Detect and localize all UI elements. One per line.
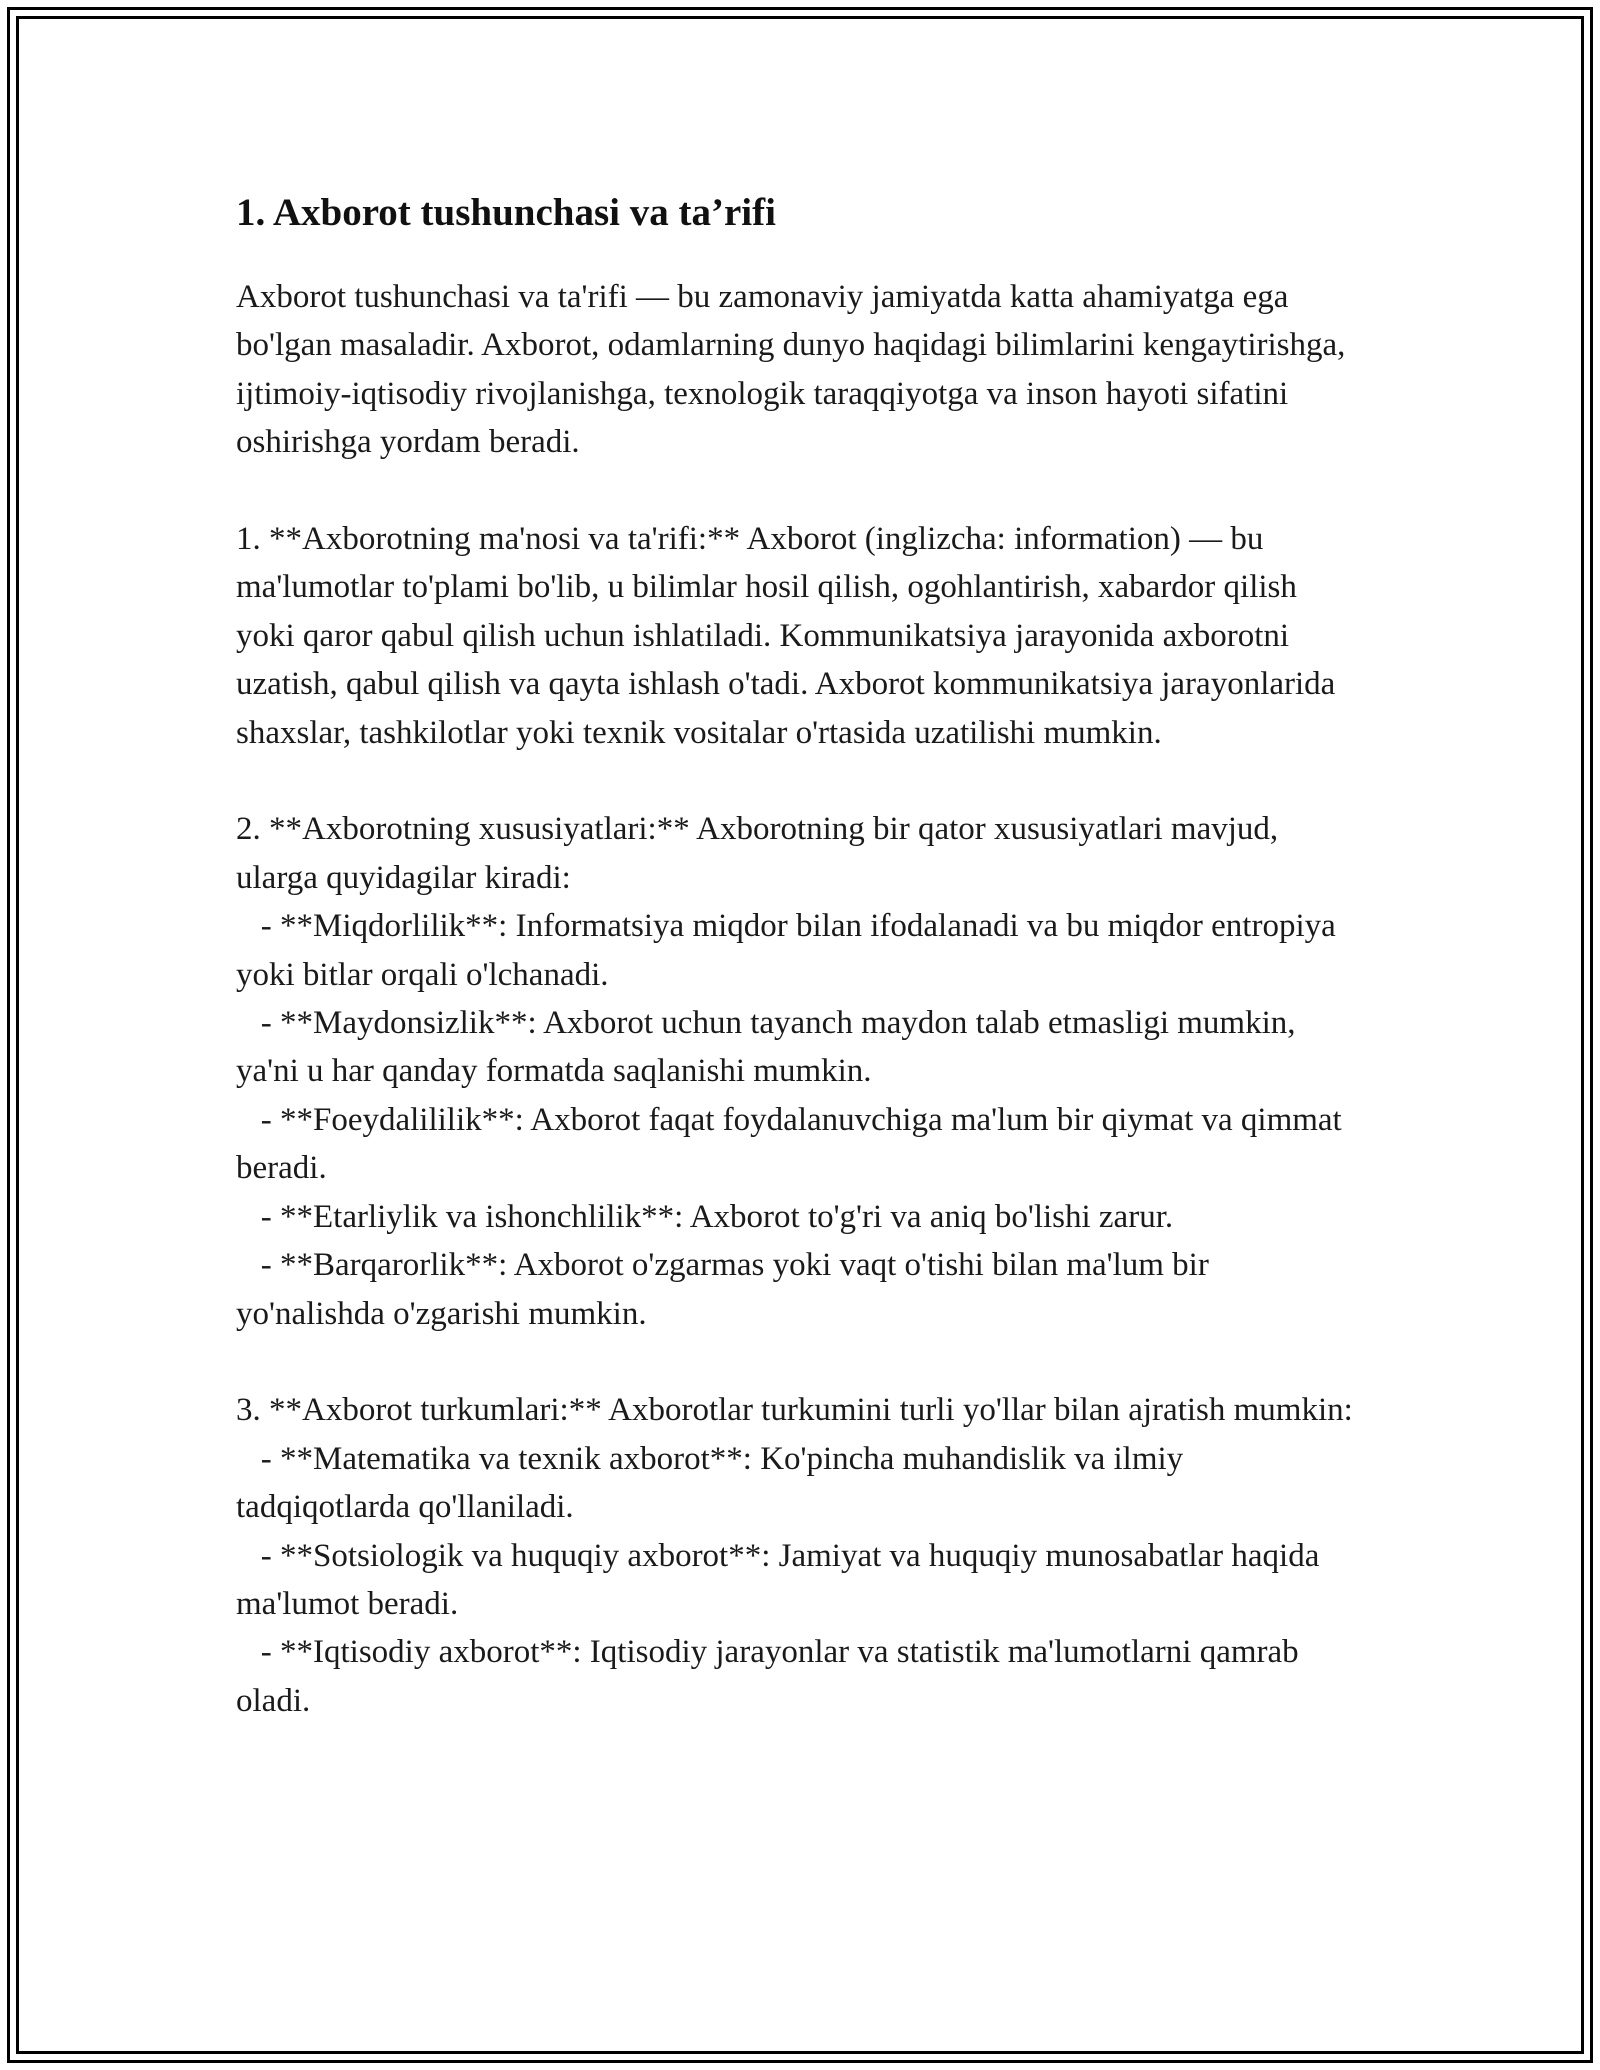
section-2 — [236, 805, 1360, 1337]
list-item-text: - **Foeydalililik**: Axborot faqat foydalanuvchiga ma'lum bir qiymat va qimmat beradi. — [236, 1101, 1342, 1187]
document-body — [236, 185, 1360, 1725]
list-item — [236, 1532, 1360, 1629]
document-title: 1. Axborot tushunchasi va ta’rifi — [236, 191, 776, 234]
section-1 — [236, 515, 1360, 757]
list-item — [236, 1628, 1360, 1725]
list-item — [236, 1096, 1360, 1193]
section-1-lead: 1. **Axborotning ma'nosi va ta'rifi:** Axborot (inglizcha: information) — bu ma'lumotlar to'plami bo'lib, u bilimlar hosil qilish, ogohlantirish, xabardor qilish yoki qaror qabul qilish uchun ishlatiladi. Kommunikatsiya jarayonida axborotni uzatish, qabul qilish va qayta ishlash o'tadi. Axborot kommunikatsiya jarayonlarida shaxslar, tashkilotlar yoki texnik vositalar o'rtasida uzatilishi mumkin. — [236, 521, 1336, 751]
list-item — [236, 902, 1360, 999]
list-item-text: - **Iqtisodiy axborot**: Iqtisodiy jarayonlar va statistik ma'lumotlarni qamrab oladi. — [236, 1634, 1299, 1719]
list-item-text: - **Barqarorlik**: Axborot o'zgarmas yoki vaqt o'tishi bilan ma'lum bir yo'nalishda o'zgarishi mumkin. — [236, 1247, 1209, 1332]
list-item-text: - **Sotsiologik va huquqiy axborot**: Jamiyat va huquqiy munosabatlar haqida ma'lumot beradi. — [236, 1537, 1320, 1622]
list-item-text: - **Miqdorlilik**: Informatsiya miqdor bilan ifodalanadi va bu miqdor entropiya yoki bitlar orqali o'lchanadi. — [236, 908, 1336, 993]
section-3 — [236, 1386, 1360, 1725]
list-item — [236, 1435, 1360, 1532]
list-item — [236, 1193, 1360, 1241]
section-2-lead: 2. **Axborotning xususiyatlari:** Axborotning bir qator xususiyatlari mavjud, ularga quyidagilar kiradi: — [236, 811, 1279, 896]
list-item — [236, 999, 1360, 1096]
list-item-text: - **Maydonsizlik**: Axborot uchun tayanch maydon talab etmasligi mumkin, ya'ni u har qanday formatda saqlanishi mumkin. — [236, 1005, 1296, 1090]
intro-paragraph: Axborot tushunchasi va ta'rifi — bu zamonaviy jamiyatda katta ahamiyatga ega bo'lgan masaladir. Axborot, odamlarning dunyo haqidagi bilimlarini kengaytirishga, ijtimoiy-iqtisodiy rivojlanishga, texnologik taraqqiyotga va inson hayoti sifatini oshirishga yordam beradi. — [236, 279, 1346, 461]
list-item — [236, 1241, 1360, 1338]
list-item-text: - **Matematika va texnik axborot**: Ko'pincha muhandislik va ilmiy tadqiqotlarda qo'llaniladi. — [236, 1440, 1184, 1526]
list-item-text: - **Etarliylik va ishonchlilik**: Axborot to'g'ri va aniq bo'lishi zarur. — [260, 1198, 1174, 1235]
section-3-lead: 3. **Axborot turkumlari:** Axborotlar turkumini turli yo'llar bilan ajratish mumkin: — [236, 1392, 1353, 1429]
